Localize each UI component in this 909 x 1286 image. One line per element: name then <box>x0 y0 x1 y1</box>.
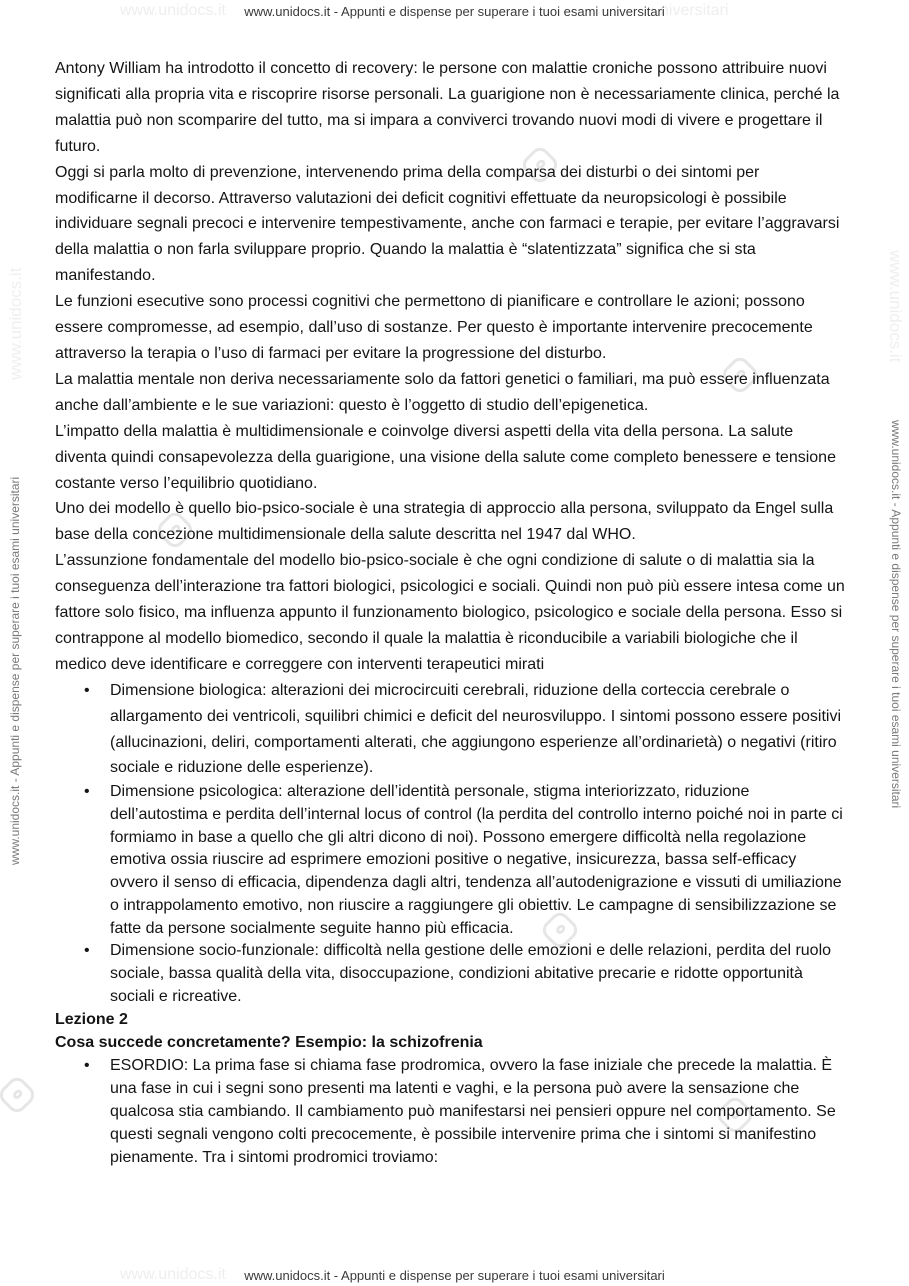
paragraph-prevenzione: Oggi si parla molto di prevenzione, intervenendo prima della comparsa dei disturbi o dei sintomi per modificarne il decorso. Attraverso valutazioni dei deficit cognitivi effettuate da neuropsicologi è possibile individuare segnali precoci e intervenire tempestivamente, anche con farmaci e terapie, per evitare l’aggravarsi della malattia o non farla sviluppare proprio. Quando la malattia è “slatentizzata” significa che si sta manifestando. <box>55 163 840 285</box>
dimensions-list <box>55 678 845 1009</box>
watermark-ghost-bottom-left: www.unidocs.it <box>120 1266 226 1283</box>
watermark-right-vertical: www.unidocs.it - Appunti e dispense per superare i tuoi esami universitari <box>889 420 903 809</box>
paragraph-funzioni-esecutive: Le funzioni esecutive sono processi cognitivi che permettono di pianificare e controllare le azioni; possono essere compromesse, ad esempio, dall’uso di sostanze. Per questo è importante intervenire precocemente attraverso la terapia o l’uso di farmaci per evitare la progressione del disturbo. <box>55 293 813 362</box>
paragraph-epigenetica: La malattia mentale non deriva necessariamente solo da fattori genetici o familiari, ma può essere influenzata anche dall’ambiente e le sue variazioni: questo è l’oggetto di studio dell’epigenetica. <box>55 370 830 414</box>
watermark-footer: www.unidocs.it - Appunti e dispense per superare i tuoi esami universitari <box>244 1268 665 1283</box>
lesson-title: Lezione 2 <box>55 1011 128 1029</box>
lesson-subtitle: Cosa succede concretamente? Esempio: la schizofrenia <box>55 1034 483 1052</box>
paragraph-impatto: L’impatto della malattia è multidimensionale e coinvolge diversi aspetti della vita della persona. La salute diventa quindi consapevolezza della guarigione, una visione della salute come completo benessere e tensione costante verso l’equilibrio quotidiano. <box>55 422 836 492</box>
watermark-ghost-top-left: www.unidocs.it <box>120 2 226 19</box>
paragraph-modello: Uno dei modello è quello bio-psico-sociale è una strategia di approccio alla persona, sviluppato da Engel sulla base della concezione multidimensionale della salute descritta nel 1947 dal WHO. <box>55 500 834 544</box>
lesson-list <box>55 1054 845 1169</box>
list-item-dimensione-biologica: • Dimensione biologica: alterazioni dei microcircuiti cerebrali, riduzione della corteccia cerebrale o allargamento dei ventricoli, squilibri chimici e deficit del neurosviluppo. I sintomi possono essere positivi (allucinazioni, deliri, comportamenti alterati, che aggiungono esperienze all’ordinarietà) o negativi (ritiro sociale e riduzione delle esperienze). <box>55 678 845 782</box>
list-item-esordio: • ESORDIO: La prima fase si chiama fase prodromica, ovvero la fase iniziale che precede la malattia. È una fase in cui i segni sono presenti ma latenti e vaghi, e la persona può avere la sensazione che qualcosa stia cambiando. Il cambiamento può manifestarsi nei pensieri oppure nel comportamento. Se questi segnali vengono colti precocemente, è possibile intervenire prima che i sintomi si manifestino pienamente. Tra i sintomi prodromici troviamo: <box>55 1054 845 1169</box>
list-item-dimensione-socio-funzionale: • Dimensione socio-funzionale: difficoltà nella gestione delle emozioni e delle relazioni, perdita del ruolo sociale, bassa qualità della vita, disoccupazione, condizioni abitative precarie e ridotte opportunità sociali e ricreative. <box>55 940 845 1008</box>
document-body <box>55 56 845 1169</box>
watermark-logo-icon <box>0 1074 38 1116</box>
paragraph-recovery: Antony William ha introdotto il concetto di recovery: le persone con malattie croniche possono attribuire nuovi significati alla propria vita e riscoprire risorse personali. La guarigione non è necessariamente clinica, perché la malattia può non scomparire del tutto, ma si impara a conviverci trovando nuovi modi di vivere e progettare il futuro. <box>55 60 840 155</box>
watermark-header: www.unidocs.it - Appunti e dispense per superare i tuoi esami universitari <box>244 4 665 19</box>
watermark-ghost-top-right: niversitari <box>660 2 729 19</box>
paragraph-bio-psico-sociale: L’assunzione fondamentale del modello bio-psico-sociale è che ogni condizione di salute o di malattia sia la conseguenza dell’interazione tra fattori biologici, psicologici e sociali. Quindi non può più essere intesa come un fattore solo fisico, ma influenza appunto il funzionamento biologico, psicologico e sociale della persona. Esso si contrappone al modello biomedico, secondo il quale la malattia è riconducibile a variabili biologiche che il medico deve identificare e correggere con interventi terapeutici mirati <box>55 552 845 673</box>
list-item-dimensione-psicologica: • Dimensione psicologica: alterazione dell’identità personale, stigma interiorizzato, riduzione dell’autostima e perdita dell’internal locus of control (la perdita del controllo interno poiché noi in parte ci formiamo in base a quello che gli altri dicono di noi). Possono emergere difficoltà nella regolazione emotiva ossia riuscire ad esprimere emozioni positive o negative, insicurezza, bassa self-efficacy ovvero il senso di efficacia, dipendenza dagli altri, tendenza all’autodenigrazione e vissuti di umiliazione o intrappolamento emotivo, non riuscire a raggiungere gli obiettiv. Le campagne di sensibilizzazione se fatte da persone socialmente seguite hanno più efficacia. <box>55 781 845 940</box>
watermark-left-ghost: www.unidocs.it <box>6 267 25 380</box>
watermark-right-ghost: www.unidocs.it <box>886 250 905 363</box>
watermark-left-vertical: www.unidocs.it - Appunti e dispense per superare i tuoi esami universitari <box>8 476 22 865</box>
